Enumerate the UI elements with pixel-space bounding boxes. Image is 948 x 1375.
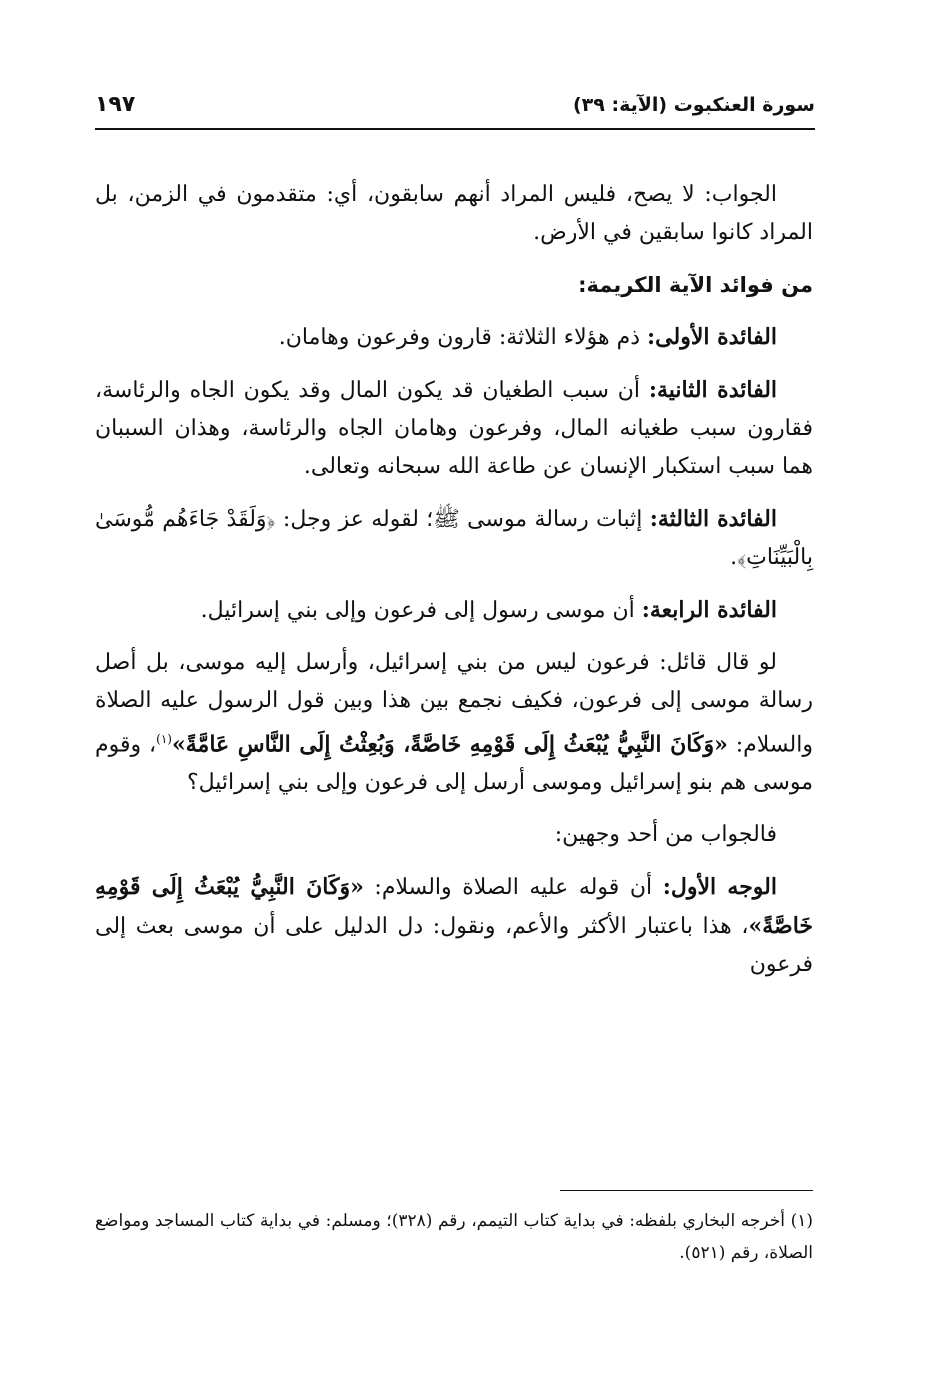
benefit-1 <box>95 318 813 357</box>
footnote-marker: (١) <box>156 732 172 746</box>
answer-text: الجواب: لا يصح، فليس المراد أنهم سابقون، أي: متقدمون في الزمن، بل المراد كانوا سابقين في الأرض. <box>95 182 813 245</box>
first-aspect <box>95 868 813 984</box>
benefit-3 <box>95 500 813 577</box>
objection-paragraph <box>95 644 813 802</box>
benefit-1-label: الفائدة الأولى: <box>647 324 777 350</box>
quran-verse: ﴿وَلَقَدْ جَاءَهُم مُّوسَىٰ بِالْبَيِّنَاتِ﴾ <box>95 507 813 570</box>
header-divider <box>95 128 815 130</box>
footnote-1: (١) أخرجه البخاري بلفظه: في بداية كتاب التيمم، رقم (٣٢٨)؛ ومسلم: في بداية كتاب المساجد ومواضع الصلاة، رقم (٥٢١). <box>95 1211 813 1263</box>
benefit-1-text: ذم هؤلاء الثلاثة: قارون وفرعون وهامان. <box>278 325 648 350</box>
answer-intro <box>95 816 813 854</box>
page-header <box>95 92 815 128</box>
objection-text-start: لو قال قائل: فرعون ليس من بني إسرائيل، وأرسل إليه موسى، بل أصل رسالة موسى إلى فرعون، فكيف نجمع بين هذا وبين قول الرسول عليه الصلاة والسلام: <box>95 650 813 758</box>
benefit-2-label: الفائدة الثانية: <box>648 377 778 403</box>
benefit-2 <box>95 371 813 486</box>
benefit-4-label: الفائدة الرابعة: <box>641 597 777 623</box>
answer-intro-text: فالجواب من أحد وجهين: <box>554 822 777 848</box>
footnote-divider <box>560 1190 813 1191</box>
benefit-3-after: . <box>730 545 738 570</box>
first-aspect-text-end: ، هذا باعتبار الأكثر والأعم، ونقول: دل الدليل على أن موسى بعث إلى فرعون <box>95 914 813 978</box>
first-aspect-text-start: أن قوله عليه الصلاة والسلام: <box>363 875 663 901</box>
page-number: ١٩٧ <box>95 92 136 117</box>
answer-paragraph <box>95 176 813 252</box>
footnotes <box>95 1205 813 1269</box>
benefit-4 <box>95 591 813 630</box>
benefit-3-label: الفائدة الثالثة: <box>649 506 777 532</box>
hadith-quote: «وَكَانَ النَّبِيُّ يُبْعَثُ إِلَى قَوْمِهِ خَاصَّةً، وَبُعِثْتُ إِلَى النَّاسِ عَامَّةً» <box>171 731 728 758</box>
main-text <box>95 176 813 998</box>
surah-title: سورة العنكبوت (الآية: ٣٩) <box>572 94 815 116</box>
first-aspect-label: الوجه الأول: <box>662 874 777 901</box>
benefit-4-text: أن موسى رسول إلى فرعون وإلى بني إسرائيل. <box>200 598 642 623</box>
first-aspect-hadith: «وَكَانَ النَّبِيُّ يُبْعَثُ إِلَى قَوْمِهِ خَاصَّةً» <box>95 874 813 940</box>
benefit-2-text: أن سبب الطغيان قد يكون المال وقد يكون الجاه والرئاسة، فقارون سبب طغيانه المال، وفرعون وهامان الجاه والرئاسة، وهذان السببان هما سبب استكبار الإنسان عن طاعة الله سبحانه وتعالى. <box>95 378 813 479</box>
benefit-3-text: إثبات رسالة موسى ﷺ؛ لقوله عز وجل: <box>275 507 650 532</box>
objection-text-end: ، وقوم موسى هم بنو إسرائيل وموسى أرسل إلى فرعون وإلى بني إسرائيل؟ <box>95 732 813 796</box>
section-heading: من فوائد الآية الكريمة: <box>578 273 813 297</box>
